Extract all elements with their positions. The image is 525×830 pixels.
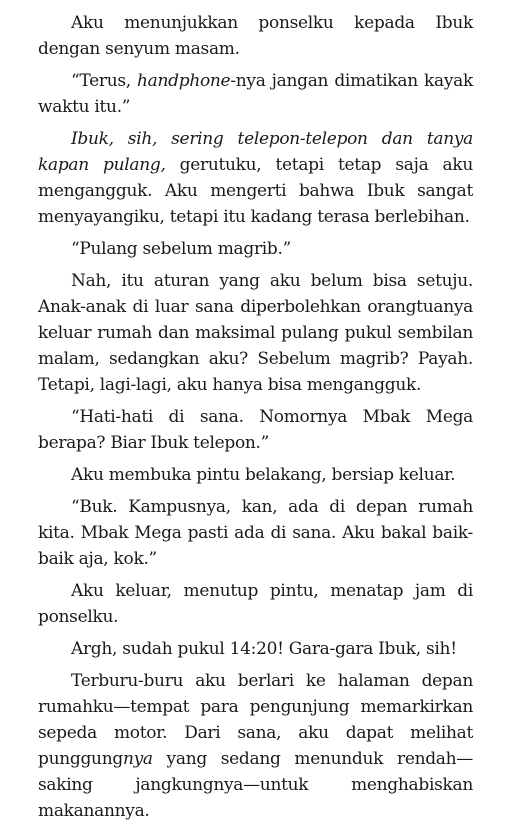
italic-text: nya: [122, 749, 153, 769]
paragraph-text: “Buk. Kampusnya, kan, ada di depan rumah kita. Mbak Mega pasti ada di sana. Aku bakal baik-baik aja, kok.”: [38, 497, 473, 569]
paragraph-text: “Terus,: [71, 71, 138, 91]
paragraph-text: yang sedang menunduk rendah—saking jangkungnya—untuk menghabiskan makanannya.: [38, 749, 473, 821]
paragraph: [38, 10, 473, 62]
paragraph-text: gerutuku, tetapi tetap saja aku mengangguk. Aku mengerti bahwa Ibuk sangat menyayangiku, tetapi itu kadang terasa berlebihan.: [38, 155, 473, 227]
paragraph: [38, 462, 473, 488]
paragraph-text: Terburu-buru aku berlari ke halaman depan rumahku—tempat para pengunjung memarkirkan sepeda motor. Dari sana, aku dapat melihat punggung: [38, 671, 473, 769]
paragraph: [38, 268, 473, 398]
paragraph: [38, 236, 473, 262]
paragraph-text: Nah, itu aturan yang aku belum bisa setuju. Anak-anak di luar sana diperbolehkan orangtuanya keluar rumah dan maksimal pulang pukul sembilan malam, sedangkan aku? Sebelum magrib? Payah. Tetapi, lagi-lagi, aku hanya bisa mengangguk.: [38, 271, 473, 395]
paragraph-text: “Hati-hati di sana. Nomornya Mbak Mega berapa? Biar Ibuk telepon.”: [38, 407, 473, 453]
paragraph: [38, 68, 473, 120]
paragraph-text: Argh, sudah pukul 14:20! Gara-gara Ibuk, sih!: [71, 639, 457, 659]
paragraph-text: Aku membuka pintu belakang, bersiap keluar.: [71, 465, 456, 485]
paragraph: [38, 126, 473, 230]
paragraph-text: “Pulang sebelum magrib.”: [71, 239, 292, 259]
paragraph-text: Aku menunjukkan ponselku kepada Ibuk dengan senyum masam.: [38, 13, 473, 59]
paragraph-text: Aku keluar, menutup pintu, menatap jam di ponselku.: [38, 581, 473, 627]
paragraph-text: -nya jangan dimatikan kayak waktu itu.”: [38, 71, 473, 117]
paragraph: [38, 636, 473, 662]
italic-text: handphone: [137, 71, 231, 91]
italic-text: Ibuk, sih, sering telepon-telepon dan tanya kapan pulang,: [38, 129, 473, 175]
paragraph: [38, 404, 473, 456]
paragraph: [38, 494, 473, 572]
book-page: [38, 10, 473, 830]
paragraph: [38, 668, 473, 824]
paragraph: [38, 578, 473, 630]
